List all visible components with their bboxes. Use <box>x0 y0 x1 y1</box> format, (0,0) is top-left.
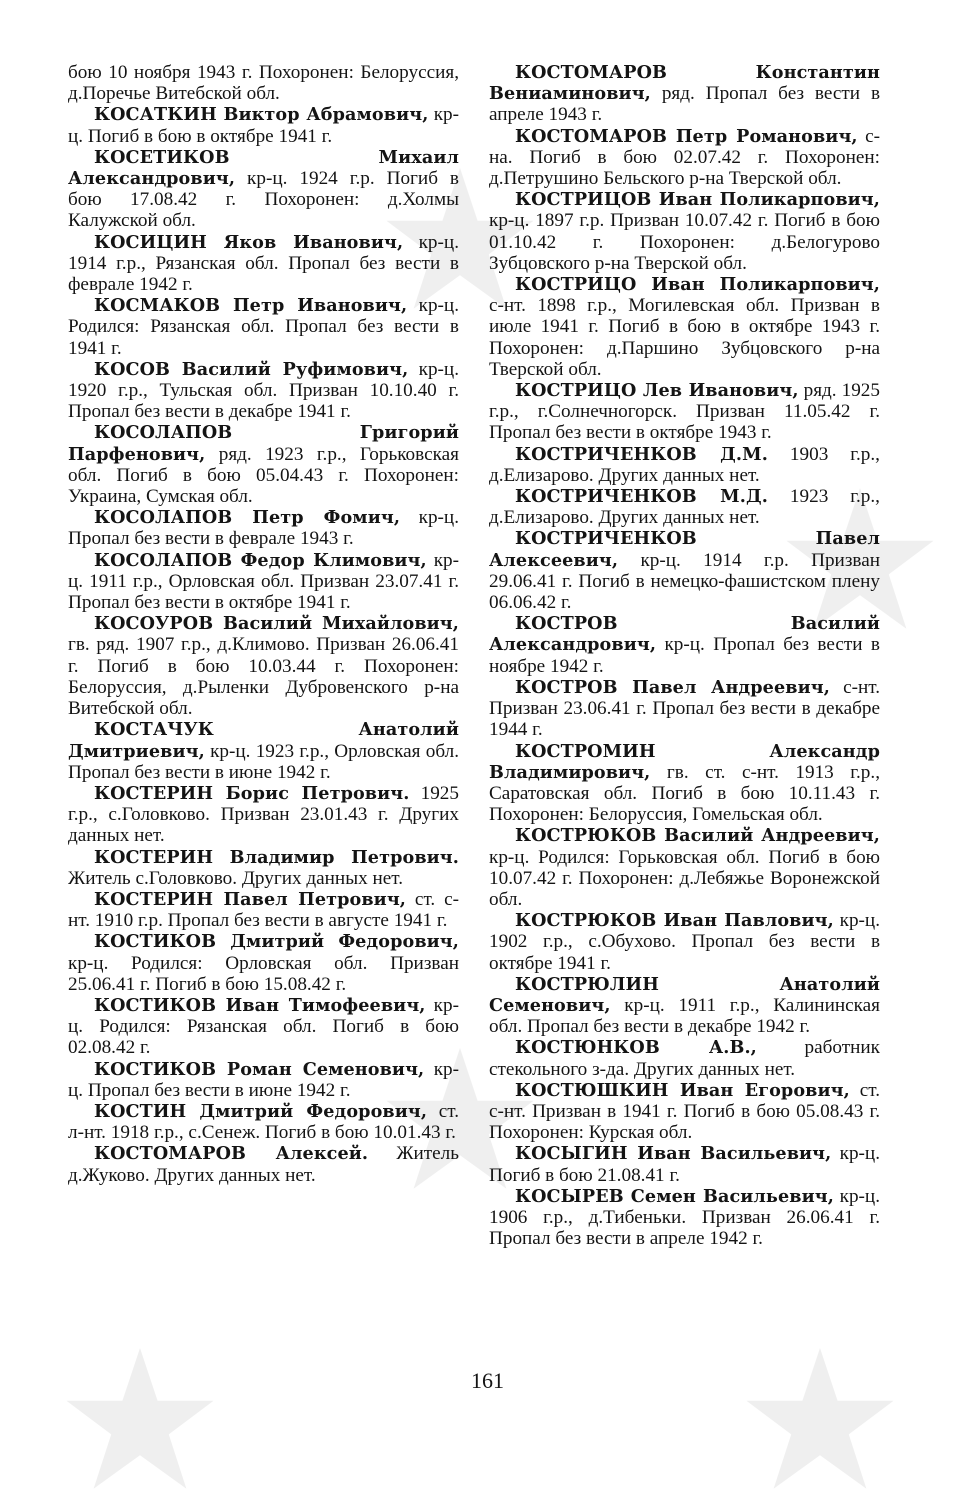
list-item <box>489 486 880 528</box>
entry-details: кр-ц. 1924 г.р. Погиб в бою 17.08.42 г. Похоронен: д.Холмы Калужской обл. <box>68 168 459 232</box>
entry-details: с-нт. 1898 г.р., Могилевская обл. Призван в июле 1941 г. Погиб в бою в октябре 1943 г. Похоронен: д.Паршино Зубцовского р-на Тверской обл. <box>489 295 880 380</box>
entry-details: кр-ц. 1911 г.р., Орловская обл. Призван 23.07.41 г. Пропал без вести в октябре 1941 г. <box>68 549 459 614</box>
list-item <box>68 995 459 1059</box>
entry-details: кр-ц. 1914 г.р. Призван 29.06.41 г. Погиб в немецко-фашистском плену 06.06.42 г. <box>489 549 880 614</box>
watermark-star-icon <box>60 1340 220 1500</box>
continuation-text: бою 10 ноября 1943 г. Похоронен: Белоруссия, д.Поречье Витебской обл. <box>68 62 459 105</box>
person-name: КОСТРИЧЕНКОВ Д.М. <box>515 443 768 465</box>
person-name: КОСТРЮКОВ Василий Андреевич, <box>515 825 880 847</box>
list-item <box>489 189 880 274</box>
person-name: КОСИЦИН Яков Иванович, <box>94 231 404 253</box>
list-item <box>68 104 459 146</box>
list-item <box>489 910 880 974</box>
list-item <box>489 1080 880 1144</box>
entry-details: кр-ц. 1906 г.р., д.Тибеньки. Призван 26.06.41 г. Пропал без вести в апреле 1942 г. <box>489 1185 881 1250</box>
person-name: КОСТРИЦО Иван Поликарпович, <box>515 274 880 296</box>
entry-details: работник стекольного з-да. Других данных нет. <box>489 1037 880 1080</box>
entry-details: Житель д.Жуково. Других данных нет. <box>68 1143 459 1186</box>
entry-details: кр-ц. Пропал без вести в феврале 1943 г. <box>68 507 459 550</box>
list-item <box>68 295 459 359</box>
entry-details: ряд. Пропал без вести в апреле 1943 г. <box>489 83 880 126</box>
entry-details: кр-ц. Родился: Горьковская обл. Погиб в бою 10.07.42 г. Похоронен: д.Лебяжье Воронежской обл. <box>489 846 880 910</box>
entry-details: кр-ц. 1911 г.р., Калининская обл. Пропал без вести в декабре 1942 г. <box>489 994 880 1038</box>
entry-details: гв. ряд. 1907 г.р., д.Климово. Призван 26.06.41 г. Погиб в бою 10.03.44 г. Похоронен: Белоруссия, д.Рыленки Дубровенского р-на Витебской обл. <box>68 634 459 720</box>
entry-details: с-на. Погиб в бою 02.07.42 г. Похоронен: д.Петрушино Бельского р-на Тверской обл. <box>489 125 880 190</box>
person-name: КОСЫГИН Иван Васильевич, <box>515 1143 832 1165</box>
list-item <box>489 1186 880 1250</box>
person-name: КОСТРЮКОВ Иван Павлович, <box>515 910 834 932</box>
person-name: КОСОЛАПОВ Петр Фомич, <box>94 507 401 529</box>
entry-details: кр-ц. 1897 г.р. Призван 10.07.42 г. Погиб в бою 01.10.42 г. Похоронен: д.Белогурово Зубцовского р-на Тверской обл. <box>489 210 880 274</box>
entry-details: с-нт. Призван 23.06.41 г. Пропал без вести в декабре 1944 г. <box>489 676 880 741</box>
person-name: КОСТЕРИН Владимир Петрович. <box>94 846 459 868</box>
list-item <box>489 126 880 190</box>
person-name: КОСТРИЧЕНКОВ М.Д. <box>515 486 768 508</box>
list-item <box>68 232 459 296</box>
person-name: КОСТИКОВ Роман Семенович, <box>94 1058 425 1080</box>
entry-details: ст. с-нт. Призван в 1941 г. Погиб в бою 05.08.43 г. Похоронен: Курская обл. <box>489 1079 880 1144</box>
entry-details: 1923 г.р., д.Елизарово. Других данных нет. <box>489 486 880 529</box>
person-name: КОСМАКОВ Петр Иванович, <box>94 295 408 317</box>
entry-details: ряд. 1925 г.р., г.Солнечногорск. Призван 11.05.42 г. Пропал без вести в октябре 1943 г. <box>489 380 880 444</box>
person-name: КОСТОМАРОВ Алексей. <box>94 1143 369 1165</box>
person-name: КОСЕТИКОВ Михаил Александрович, <box>68 146 459 190</box>
list-item <box>489 444 880 486</box>
person-name: КОСТРИЧЕНКОВ Павел Алексеевич, <box>489 528 880 571</box>
person-name: КОСТОМАРОВ Петр Романович, <box>515 125 858 147</box>
person-name: КОСОУРОВ Василий Михайлович, <box>94 613 459 635</box>
list-item <box>68 613 459 719</box>
entry-details: кр-ц. Погиб в бою 21.08.41 г. <box>489 1143 881 1186</box>
person-name: КОСЫРЕВ Семен Васильевич, <box>515 1185 834 1207</box>
entry-details: кр-ц. 1914 г.р., Рязанская обл. Пропал без вести в феврале 1942 г. <box>68 231 459 296</box>
entry-details: кр-ц. 1920 г.р., Тульская обл. Призван 10.10.40 г. Пропал без вести в декабре 1941 г. <box>68 358 459 423</box>
left-column <box>68 62 459 1186</box>
list-item <box>489 1143 880 1185</box>
list-item <box>489 974 880 1038</box>
entry-details: кр-ц. 1923 г.р., Орловская обл. Пропал без вести в июне 1942 г. <box>68 740 459 783</box>
person-name: КОСТИН Дмитрий Федорович, <box>94 1100 428 1122</box>
person-name: КОСТРИЦО Лев Иванович, <box>515 380 799 402</box>
list-item <box>68 719 459 783</box>
person-name: КОСТОМАРОВ Константин Вениаминович, <box>489 62 880 105</box>
entry-details: кр-ц. Родился: Рязанская обл. Пропал без вести в 1941 г. <box>68 295 459 359</box>
person-name: КОСТЕРИН Борис Петрович. <box>94 782 410 804</box>
entry-details: 1925 г.р., с.Головково. Призван 23.01.43 г. Других данных нет. <box>68 782 459 847</box>
entry-details: кр-ц. Родился: Рязанская обл. Погиб в бою 02.08.42 г. <box>68 994 459 1059</box>
person-name: КОСТЮНКОВ А.В., <box>515 1037 757 1059</box>
person-name: КОСТЕРИН Павел Петрович, <box>94 888 407 910</box>
list-item <box>489 613 880 677</box>
list-item <box>489 1037 880 1079</box>
entry-details: ряд. 1923 г.р., Горьковская обл. Погиб в бою 05.04.43 г. Похоронен: Украина, Сумская обл. <box>68 443 459 508</box>
list-item <box>68 359 459 423</box>
person-name: КОСТИКОВ Иван Тимофеевич, <box>94 994 426 1016</box>
page-number: 161 <box>471 1368 504 1393</box>
list-item <box>68 931 459 995</box>
person-name: КОСТРОВ Василий Александрович, <box>489 613 880 656</box>
entry-details: ст. с-нт. 1910 г.р. Пропал без вести в августе 1941 г. <box>68 888 459 932</box>
person-name: КОСТЮШКИН Иван Егорович, <box>515 1079 850 1101</box>
list-item <box>489 380 880 444</box>
entry-details: кр-ц. Погиб в бою в октябре 1941 г. <box>68 104 459 147</box>
list-item <box>68 847 459 889</box>
person-name: КОСОВ Василий Руфимович, <box>94 358 409 380</box>
person-name: КОСТРИЦОВ Иван Поликарпович, <box>515 189 880 211</box>
entry-details: кр-ц. Пропал без вести в июне 1942 г. <box>68 1058 459 1101</box>
person-name: КОСТРОМИН Александр Владимирович, <box>489 740 880 783</box>
right-column <box>489 62 880 1249</box>
watermark-star-icon <box>740 1340 900 1500</box>
person-name: КОСАТКИН Виктор Абрамович, <box>94 104 429 126</box>
person-name: КОСТРОВ Павел Андреевич, <box>515 676 830 698</box>
right-entries <box>489 62 880 1249</box>
entry-details: кр-ц. 1902 г.р., с.Обухово. Пропал без вести в октябре 1941 г. <box>489 910 880 974</box>
person-name: КОСОЛАПОВ Федор Климович, <box>94 549 427 571</box>
list-item <box>68 889 459 931</box>
entry-details: кр-ц. Родился: Орловская обл. Призван 25.06.41 г. Погиб в бою 15.08.42 г. <box>68 952 459 995</box>
list-item <box>68 147 459 232</box>
list-item <box>68 1143 459 1185</box>
list-item <box>68 1101 459 1143</box>
list-item <box>68 1059 459 1101</box>
list-item <box>489 677 880 741</box>
list-item <box>489 274 880 380</box>
person-name: КОСТРЮЛИН Анатолий Семенович, <box>489 973 880 1016</box>
left-entries <box>68 104 459 1185</box>
person-name: КОСОЛАПОВ Григорий Парфенович, <box>68 422 459 465</box>
person-name: КОСТАЧУК Анатолий Дмитриевич, <box>68 719 459 762</box>
list-item <box>68 422 459 507</box>
list-item <box>489 741 880 826</box>
entry-details: кр-ц. Пропал без вести в ноябре 1942 г. <box>489 634 880 677</box>
list-item <box>68 550 459 614</box>
entry-details: 1903 г.р., д.Елизарово. Других данных нет. <box>489 443 880 486</box>
list-item <box>68 783 459 847</box>
person-name: КОСТИКОВ Дмитрий Федорович, <box>94 931 459 953</box>
list-item <box>68 507 459 549</box>
entry-details: Житель с.Головково. Других данных нет. <box>68 867 404 889</box>
entry-details: гв. ст. с-нт. 1913 г.р., Саратовская обл. Погиб в бою 10.11.43 г. Похоронен: Белоруссия, Гомельская обл. <box>489 761 880 826</box>
list-item <box>489 62 880 126</box>
list-item <box>489 528 880 613</box>
entry-details: ст. л-нт. 1918 г.р., с.Сенеж. Погиб в бою 10.01.43 г. <box>68 1100 459 1144</box>
list-item <box>489 825 880 910</box>
